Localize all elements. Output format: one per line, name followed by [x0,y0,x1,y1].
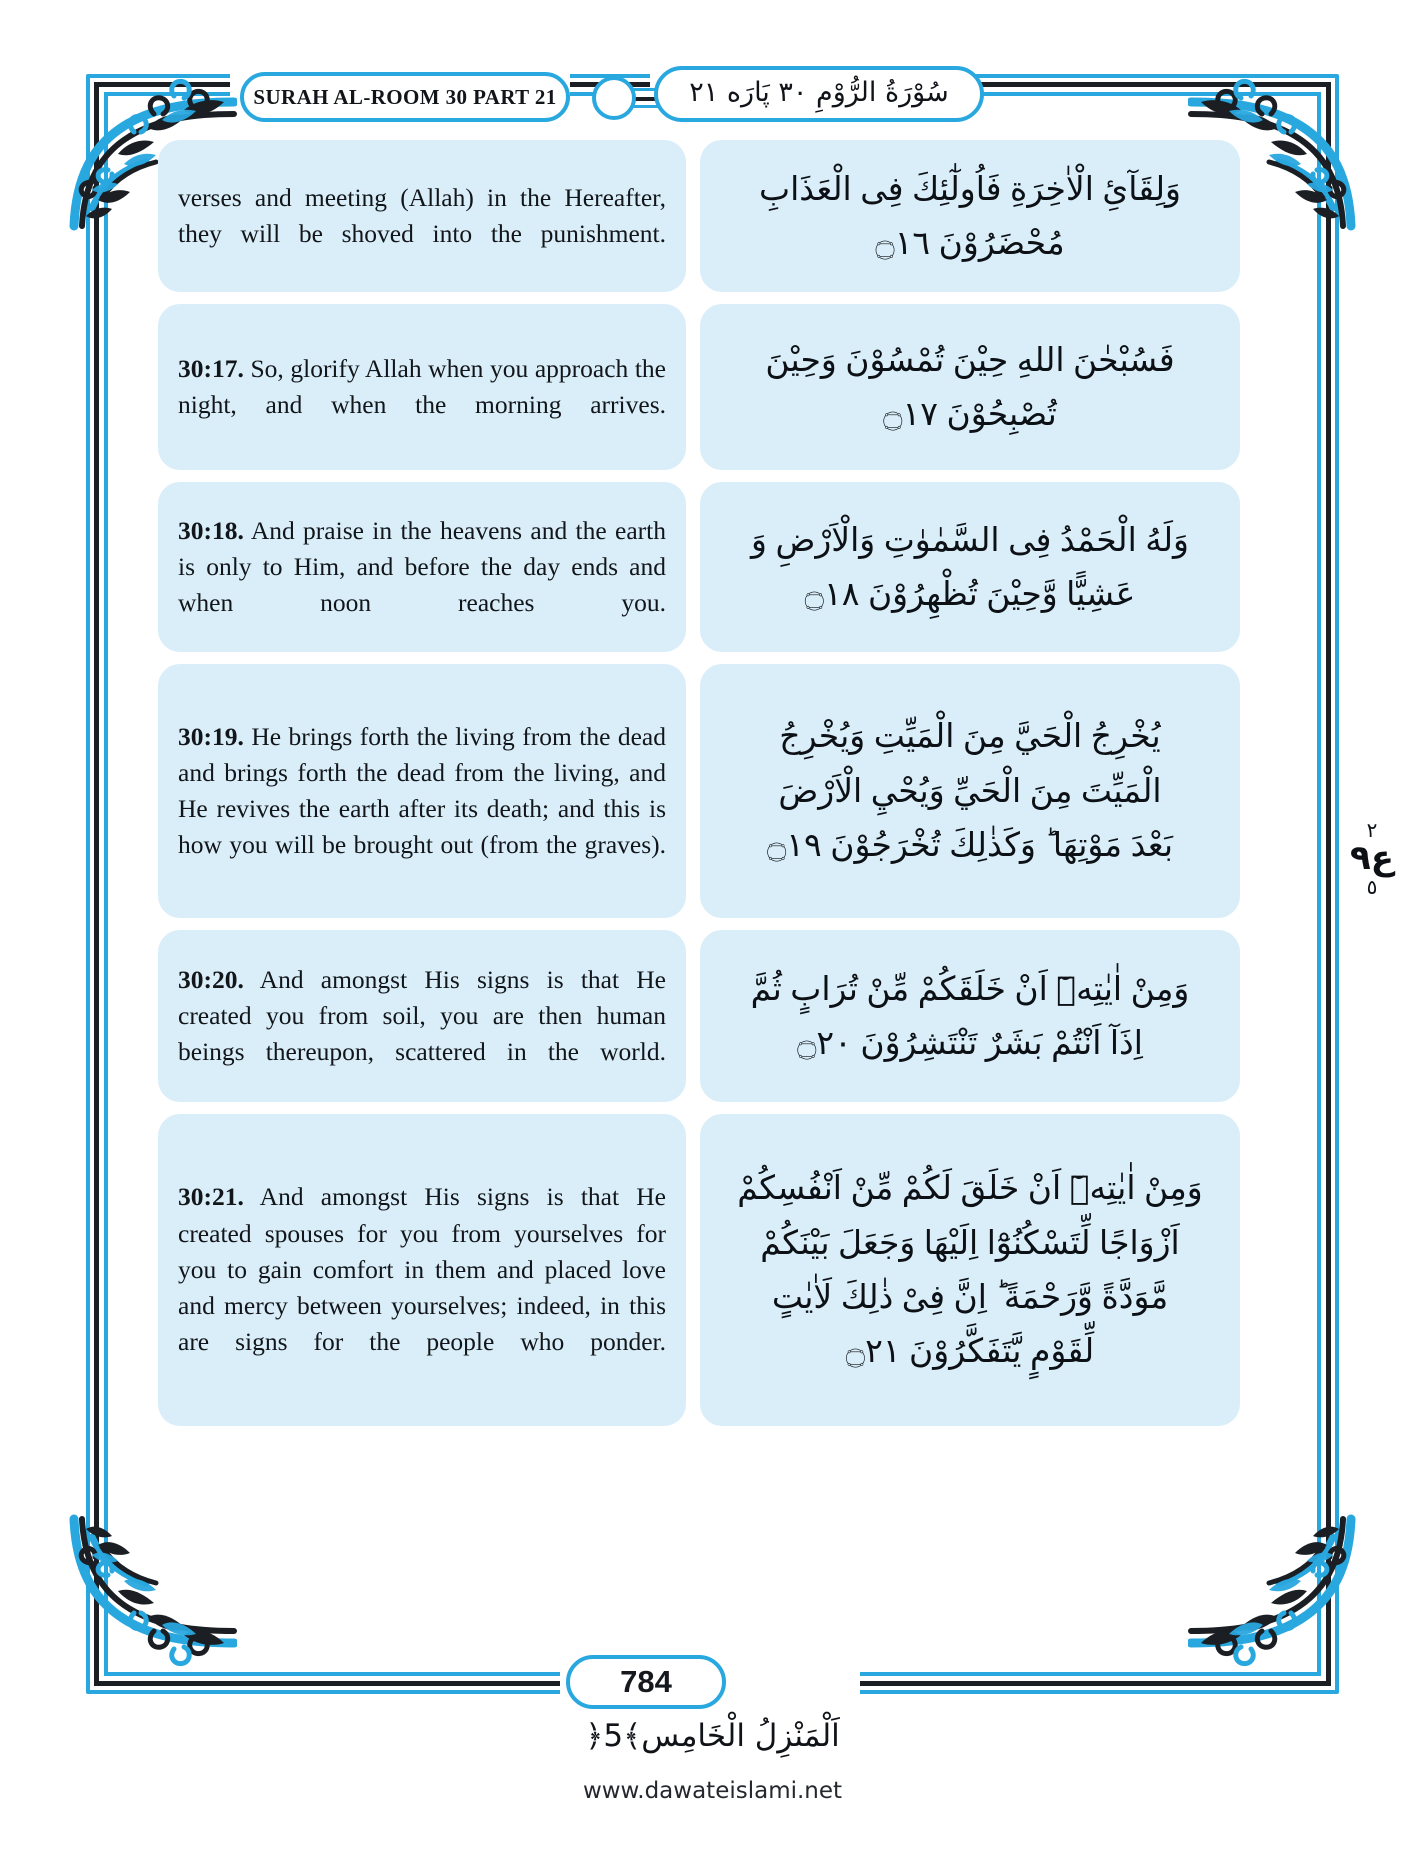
header-connector-dot [592,76,636,120]
arabic-line: بَعْدَ مَوْتِهَا ؕ وَكَذٰلِكَ تُخْرَجُوْنَ ۝١٩ [766,825,1174,865]
ruku-marker-bottom: ٥ [1366,874,1378,899]
english-cell-30-19 [158,664,686,918]
english-verse-body: He brings forth the living from the dead and brings forth the dead from the living, and He revives the earth after its death; and this is how you will be brought out (from the graves). [178,721,666,860]
english-cell-30-16 [158,140,686,292]
website-url-text: www.dawateislami.net [582,1778,843,1804]
english-verse-body: And amongst His signs is that He created you from soil, you are then human beings thereupon, scattered in the world. [178,964,666,1067]
arabic-line: لِّقَوْمٍ يَّتَفَكَّرُوْنَ ۝٢١ [845,1331,1095,1371]
english-verse-text [178,513,666,622]
arabic-line: وَمِنْ اٰيٰتِهٖٓ اَنْ خَلَقَ لَكُمْ مِّنْ اَنْفُسِكُمْ [737,1168,1203,1208]
verse-table [158,140,1240,1426]
arabic-line: فَسُبْحٰنَ اللهِ حِيْنَ تُمْسُوْنَ وَحِيْنَ [765,339,1175,379]
english-verse-body: So, glorify Allah when you approach the night, and when the morning arrives. [178,353,667,419]
verse-number: 30:21. [178,1182,244,1212]
header-surah-title-pill [240,72,570,122]
arabic-cell-30-21 [700,1114,1240,1426]
page-number-pill [566,1655,726,1709]
arabic-line: وَلِقَآئِ الْاٰخِرَةِ فَاُولٰٓئِكَ فِى الْعَذَابِ [759,168,1181,208]
verse-number: 30:17. [178,353,244,383]
arabic-line: وَمِنْ اٰيٰتِهٖٓ اَنْ خَلَقَكُمْ مِّنْ تُرَابٍ ثُمَّ [750,968,1190,1008]
header-surah-title-arabic-text: سُوْرَةُ الرُّوْمِ ٣٠ پَارَه ٢١ [689,76,949,108]
arabic-line: تُصْبِحُوْنَ ۝١٧ [883,394,1057,433]
english-verse-body: verses and meeting (Allah) in the Hereafter, they will be shoved into the punishment. [178,182,666,248]
manzil-number: 5 [603,1718,624,1754]
verse-number: 30:20. [178,964,244,994]
arabic-cell-30-20 [700,930,1240,1102]
english-cell-30-17 [158,304,686,470]
english-verse-text [178,1179,666,1360]
ruku-marker-symbol: ع٩ [1350,838,1394,878]
verse-number: 30:19. [178,721,244,751]
english-verse-text [178,962,666,1071]
page-number-text: 784 [620,1664,672,1699]
ruku-marker-top: ٢ [1366,818,1378,842]
website-url [0,1778,1425,1804]
manzil-label [0,1718,1425,1754]
arabic-column [700,140,1240,1426]
arabic-line: مَّوَدَّةً وَّرَحْمَةً ؕ اِنَّ فِىْ ذٰلِكَ لَاٰيٰتٍ [771,1277,1169,1316]
english-verse-text [178,180,666,252]
verse-number: 30:18. [178,515,244,545]
english-cell-30-20 [158,930,686,1102]
arabic-line: وَلَهُ الْحَمْدُ فِى السَّمٰوٰتِ وَالْاَرْضِ وَ [751,519,1189,559]
manzil-number-bracket: ﴿ [585,1718,604,1754]
english-cell-30-21 [158,1114,686,1426]
english-cell-30-18 [158,482,686,652]
english-verse-text [178,351,666,423]
arabic-line: الْمَيِّتَ مِنَ الْحَيِّ وَيُحْيِ الْاَرْضَ [778,770,1162,810]
arabic-line: اِذَآ اَنْتُمْ بَشَرٌ تَنْتَشِرُوْنَ ۝٢٠ [797,1023,1143,1062]
header-surah-title-text: SURAH AL-ROOM 30 PART 21 [253,84,557,109]
english-verse-text [178,719,666,864]
arabic-cell-30-16 [700,140,1240,292]
manzil-arabic-text: اَلْمَنْزِلُ الْخَامِس [641,1718,840,1754]
ruku-marker [1344,820,1400,898]
arabic-cell-30-17 [700,304,1240,470]
arabic-line: يُخْرِجُ الْحَيَّ مِنَ الْمَيِّتِ وَيُخْرِجُ [779,716,1161,756]
english-column [158,140,686,1426]
manzil-number-bracket: ﴾ [623,1718,642,1754]
english-verse-body: And praise in the heavens and the earth is only to Him, and before the day ends and when noon reaches you. [178,515,667,618]
arabic-cell-30-18 [700,482,1240,652]
english-verse-body: And amongst His signs is that He created spouses for you from yourselves for you to gain comfort in them and placed love and mercy between yourselves; indeed, in this are signs for the people who ponder. [178,1182,666,1357]
arabic-cell-30-19 [700,664,1240,918]
header-surah-title-arabic-pill [654,66,984,122]
arabic-line: مُحْضَرُوْنَ ۝١٦ [875,223,1065,262]
arabic-line: اَزْوَاجًا لِّتَسْكُنُوْٓا اِلَيْهَا وَجَعَلَ بَيْنَكُمْ [760,1222,1180,1262]
arabic-line: عَشِيًّا وَّحِيْنَ تُظْهِرُوْنَ ۝١٨ [804,574,1136,613]
